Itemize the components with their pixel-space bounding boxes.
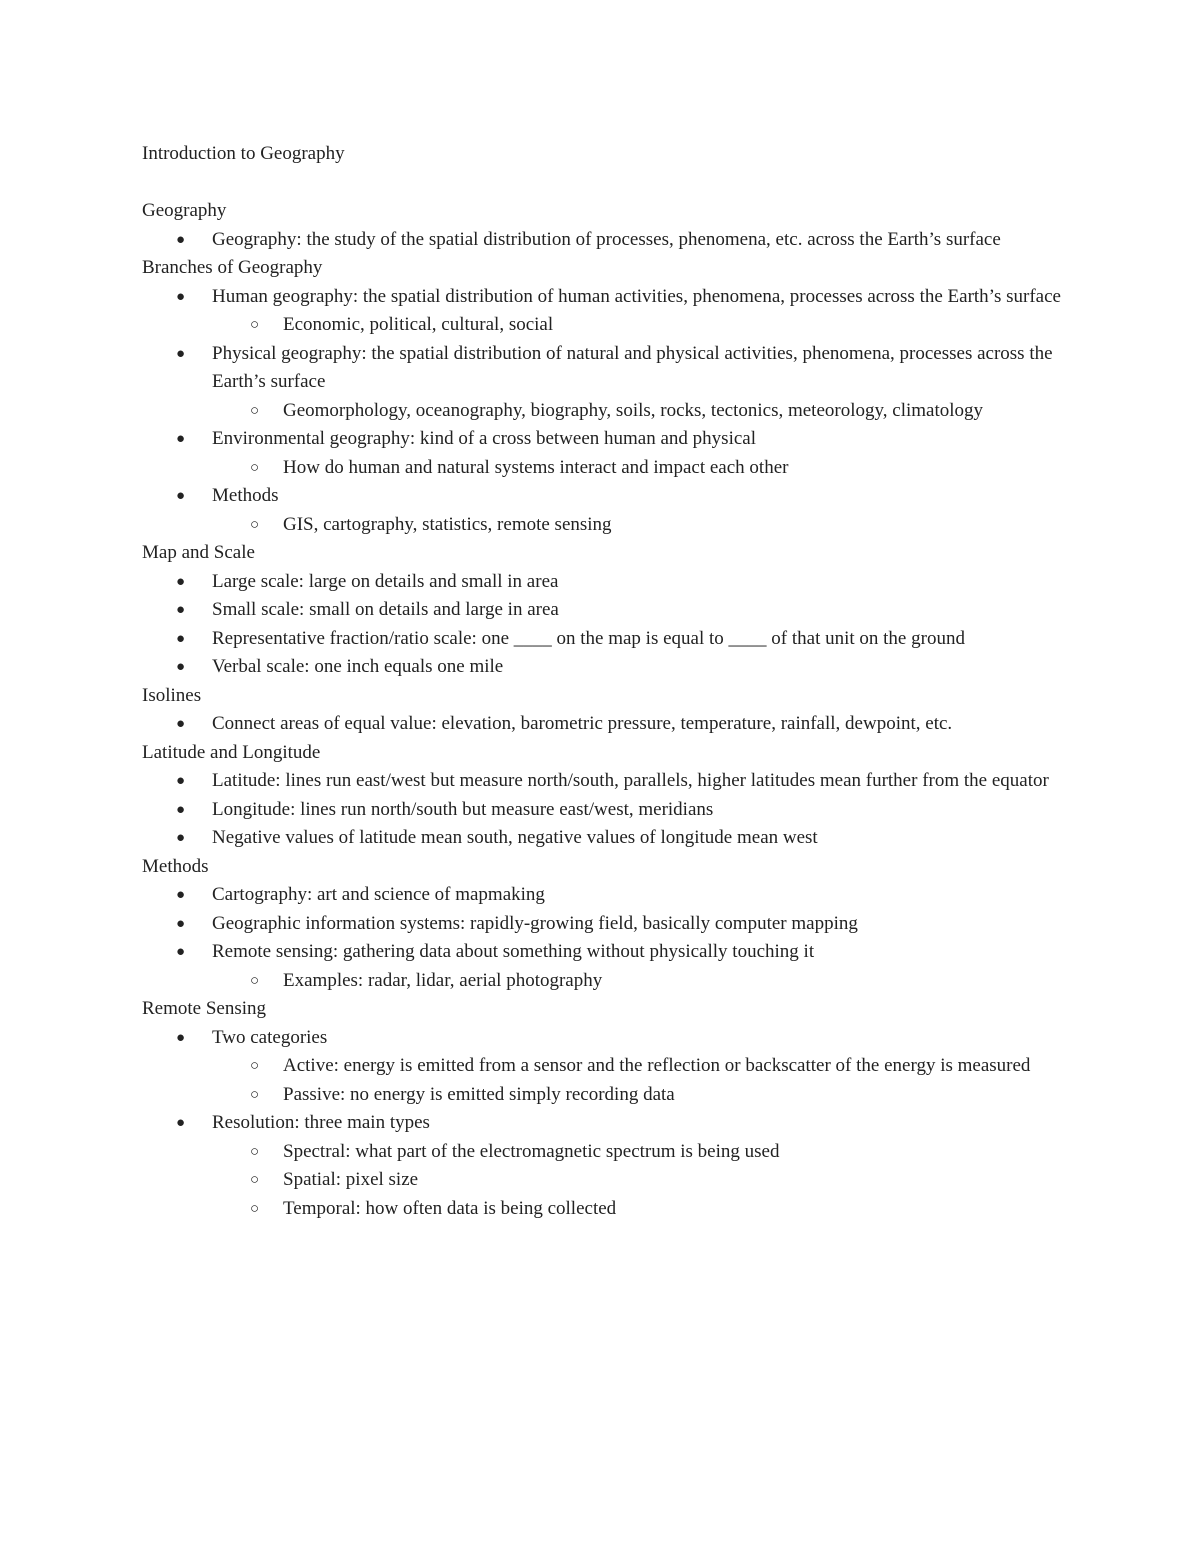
section <box>142 682 1072 739</box>
filled-bullet-icon: ● <box>176 231 186 248</box>
bullet-list <box>142 767 1072 853</box>
sub-list-item-text: Temporal: how often data is being collected <box>283 1197 617 1219</box>
filled-bullet-icon: ● <box>176 288 186 305</box>
section <box>142 853 1072 996</box>
hollow-bullet-icon: ○ <box>250 402 260 419</box>
hollow-bullet-icon: ○ <box>250 1200 260 1217</box>
list-item <box>142 710 1072 739</box>
section <box>142 539 1072 682</box>
document-body <box>142 197 1072 1223</box>
hollow-bullet-icon: ○ <box>250 1058 260 1074</box>
list-item-text: Resolution: three main types <box>212 1112 430 1133</box>
section-heading: Geography <box>142 200 227 221</box>
list-item <box>142 596 1072 625</box>
filled-bullet-icon: ● <box>176 431 186 447</box>
list-item-text: Physical geography: the spatial distribution of natural and physical activities, phenomena, processes across the Earth’s surface <box>212 342 1053 392</box>
sub-bullet-list <box>212 454 1072 483</box>
section-heading: Remote Sensing <box>142 998 267 1019</box>
filled-bullet-icon: ● <box>176 830 186 846</box>
bullet-list <box>142 226 1072 255</box>
section-heading: Latitude and Longitude <box>142 741 321 763</box>
list-item <box>142 283 1072 340</box>
filled-bullet-icon: ● <box>176 887 186 903</box>
list-item-text: Methods <box>212 485 279 506</box>
bullet-list <box>142 881 1072 995</box>
section <box>142 995 1072 1223</box>
sub-bullet-list <box>212 1138 1072 1224</box>
hollow-bullet-icon: ○ <box>250 1086 260 1103</box>
filled-bullet-icon: ● <box>176 1029 186 1046</box>
list-item <box>142 625 1072 654</box>
bullet-list <box>142 568 1072 682</box>
sub-list-item-text: Active: energy is emitted from a sensor and the reflection or backscatter of the energy is measured <box>283 1055 1031 1076</box>
sub-list-item <box>212 311 1072 340</box>
sub-bullet-list <box>212 1052 1072 1109</box>
bullet-list <box>142 710 1072 739</box>
section-heading: Map and Scale <box>142 542 255 563</box>
list-item-text: Representative fraction/ratio scale: one ____ on the map is equal to ____ of that unit on the ground <box>212 627 965 649</box>
sub-list-item <box>212 511 1072 540</box>
bullet-list <box>142 283 1072 540</box>
list-item-text: Large scale: large on details and small in area <box>212 570 559 592</box>
sub-list-item-text: Geomorphology, oceanography, biography, soils, rocks, tectonics, meteorology, climatology <box>283 399 984 421</box>
hollow-bullet-icon: ○ <box>250 1143 260 1160</box>
document-page <box>142 140 1072 1223</box>
list-item <box>142 824 1072 853</box>
list-item-text: Longitude: lines run north/south but measure east/west, meridians <box>212 798 714 820</box>
sub-list-item-text: Spectral: what part of the electromagnetic spectrum is being used <box>283 1140 780 1162</box>
filled-bullet-icon: ● <box>176 573 186 590</box>
list-item-text: Connect areas of equal value: elevation, barometric pressure, temperature, rainfall, dewpoint, etc. <box>212 713 953 734</box>
list-item-text: Remote sensing: gathering data about something without physically touching it <box>212 941 815 962</box>
filled-bullet-icon: ● <box>176 488 186 504</box>
list-item <box>142 938 1072 995</box>
list-item <box>142 226 1072 255</box>
sub-list-item <box>212 1081 1072 1110</box>
sub-bullet-list <box>212 397 1072 426</box>
sub-list-item-text: Examples: radar, lidar, aerial photography <box>283 969 603 991</box>
list-item <box>142 910 1072 939</box>
list-item-text: Geographic information systems: rapidly-growing field, basically computer mapping <box>212 912 858 934</box>
list-item-text: Latitude: lines run east/west but measure north/south, parallels, higher latitudes mean further from the equator <box>212 770 1049 791</box>
filled-bullet-icon: ● <box>176 630 186 647</box>
sub-list-item-text: How do human and natural systems interact and impact each other <box>283 456 789 478</box>
filled-bullet-icon: ● <box>176 659 186 675</box>
bullet-list <box>142 1024 1072 1224</box>
sub-list-item <box>212 1052 1072 1081</box>
list-item <box>142 767 1072 796</box>
sub-list-item-text: Spatial: pixel size <box>283 1169 419 1190</box>
list-item <box>142 482 1072 539</box>
section-heading: Branches of Geography <box>142 257 323 278</box>
hollow-bullet-icon: ○ <box>250 972 260 989</box>
hollow-bullet-icon: ○ <box>250 1172 260 1188</box>
list-item-text: Verbal scale: one inch equals one mile <box>212 656 504 677</box>
section <box>142 254 1072 539</box>
filled-bullet-icon: ● <box>176 716 186 732</box>
list-item <box>142 653 1072 682</box>
list-item-text: Cartography: art and science of mapmaking <box>212 884 545 905</box>
filled-bullet-icon: ● <box>176 915 186 932</box>
list-item-text: Two categories <box>212 1026 328 1048</box>
section <box>142 197 1072 254</box>
sub-bullet-list <box>212 311 1072 340</box>
list-item <box>142 1024 1072 1110</box>
list-item <box>142 796 1072 825</box>
list-item-text: Human geography: the spatial distribution of human activities, phenomena, processes across the Earth’s surface <box>212 285 1061 307</box>
sub-bullet-list <box>212 511 1072 540</box>
sub-list-item-text: Economic, political, cultural, social <box>283 314 554 335</box>
filled-bullet-icon: ● <box>176 773 186 789</box>
list-item <box>142 425 1072 482</box>
sub-list-item <box>212 1166 1072 1195</box>
sub-list-item <box>212 454 1072 483</box>
list-item <box>142 881 1072 910</box>
list-item <box>142 568 1072 597</box>
filled-bullet-icon: ● <box>176 801 186 818</box>
list-item-text: Negative values of latitude mean south, negative values of longitude mean west <box>212 827 818 848</box>
section-heading: Isolines <box>142 684 202 706</box>
filled-bullet-icon: ● <box>176 1115 186 1131</box>
filled-bullet-icon: ● <box>176 944 186 960</box>
filled-bullet-icon: ● <box>176 345 186 362</box>
document-title: Introduction to Geography <box>142 143 345 164</box>
sub-list-item <box>212 397 1072 426</box>
filled-bullet-icon: ● <box>176 602 186 618</box>
hollow-bullet-icon: ○ <box>250 516 260 533</box>
list-item <box>142 1109 1072 1223</box>
list-item-text: Environmental geography: kind of a cross between human and physical <box>212 428 756 449</box>
list-item-text: Geography: the study of the spatial distribution of processes, phenomena, etc. across the Earth’s surface <box>212 228 1001 250</box>
sub-list-item-text: Passive: no energy is emitted simply recording data <box>283 1083 675 1105</box>
sub-list-item-text: GIS, cartography, statistics, remote sensing <box>283 513 612 535</box>
list-item <box>142 340 1072 426</box>
section <box>142 739 1072 853</box>
sub-bullet-list <box>212 967 1072 996</box>
list-item-text: Small scale: small on details and large in area <box>212 599 559 620</box>
section-heading: Methods <box>142 855 209 877</box>
sub-list-item <box>212 967 1072 996</box>
sub-list-item <box>212 1195 1072 1224</box>
hollow-bullet-icon: ○ <box>250 317 260 333</box>
hollow-bullet-icon: ○ <box>250 459 260 476</box>
sub-list-item <box>212 1138 1072 1167</box>
